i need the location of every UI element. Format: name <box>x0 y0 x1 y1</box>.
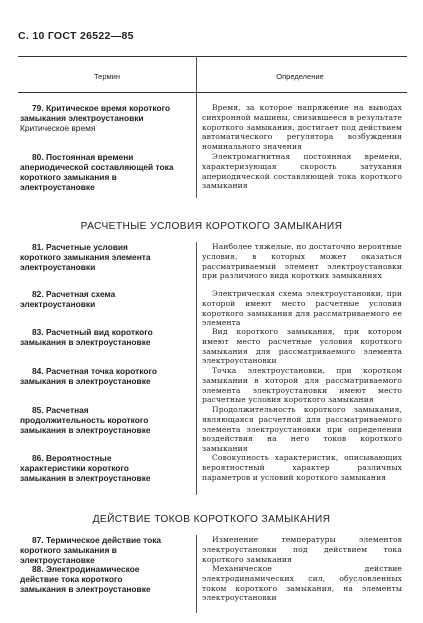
definition-88: Механическое действие электродинамических сил, обусловленных током короткого замыкания, на элементы электроустановки <box>202 564 402 603</box>
term-82: 82. Расчетная схема электроустановки <box>20 289 116 309</box>
definition-87: Изменение температуры элементов электроустановки под действием тока короткого замыкания <box>202 535 402 564</box>
term-88: 88. Электродинамическое действие тока короткого замыкания в электроустановке <box>20 564 151 594</box>
term-84: 84. Расчетная точка короткого замыкания в электроустановке <box>20 366 157 386</box>
definition-80: Электромагнитная постоянная времени, характеризующая скорость затухания апериодической составляющей тока короткого замыкания <box>202 152 402 191</box>
term-79-short: Критическое время <box>20 123 96 133</box>
term-85: 85. Расчетная продолжительность короткого замыкания в электроустановке <box>20 405 151 435</box>
definition-79: Время, за которое напряжение на выводах синхронной машины, снизившееся в результате короткого замыкания, достигает под действием автоматического регулятора возбуждения номинального значения <box>202 103 402 152</box>
term-87: 87. Термическое действие тока короткого замыкания в электроустановке <box>20 535 162 565</box>
definition-86: Совокупность характеристик, описывающих вероятностный характер различных параметров и условий короткого замыкания <box>202 453 402 482</box>
table-header-rule <box>18 92 407 93</box>
term-80: 80. Постоянная времени апериодической составляющей тока короткого замыкания в электроустановке <box>20 152 174 192</box>
column-header-definition: Определение <box>276 72 324 81</box>
page-header: С. 10 ГОСТ 26522—85 <box>18 30 134 42</box>
table-top-rule <box>18 56 407 57</box>
column-header-term: Термин <box>94 72 120 81</box>
term-81: 81. Расчетные условия короткого замыкания элемента электроустановки <box>20 242 151 272</box>
definition-83: Вид короткого замыкания, при котором имеют место расчетные условия короткого замыкания для рассматриваемого элемента электроустановки <box>202 327 402 366</box>
column-divider-top <box>196 56 197 198</box>
section-title-current-effects: ДЕЙСТВИЕ ТОКОВ КОРОТКОГО ЗАМЫКАНИЯ <box>92 514 331 525</box>
definition-81: Наиболее тяжелые, но достаточно вероятные условия, в которых может оказаться рассматриваемый элемент электроустановки при различного вида коротких замыканиях <box>202 242 402 281</box>
column-divider-bottom <box>196 535 197 613</box>
term-86: 86. Вероятностные характеристики короткого замыкания в электроустановке <box>20 453 151 483</box>
term-83: 83. Расчетный вид короткого замыкания в электроустановке <box>20 327 153 347</box>
column-divider-mid <box>196 242 197 495</box>
definition-85: Продолжительность короткого замыкания, являющаяся расчетной для рассматриваемого элемента электроустановки при определении воздействия на него токов короткого замыкания <box>202 405 402 454</box>
definition-84: Точка электроустановки, при коротком замыкании в которой для рассматриваемого элемента электроустановки имеют место расчетные условия короткого замыкания <box>202 366 402 405</box>
term-79: 79. Критическое время короткого замыкания электроустановки Критическое время <box>20 103 188 133</box>
section-title-design-conditions: РАСЧЕТНЫЕ УСЛОВИЯ КОРОТКОГО ЗАМЫКАНИЯ <box>80 221 343 232</box>
definition-82: Электрическая схема электроустановки, при которой имеют место расчетные условия короткого замыкания для рассматриваемого ее элемента <box>202 289 402 328</box>
